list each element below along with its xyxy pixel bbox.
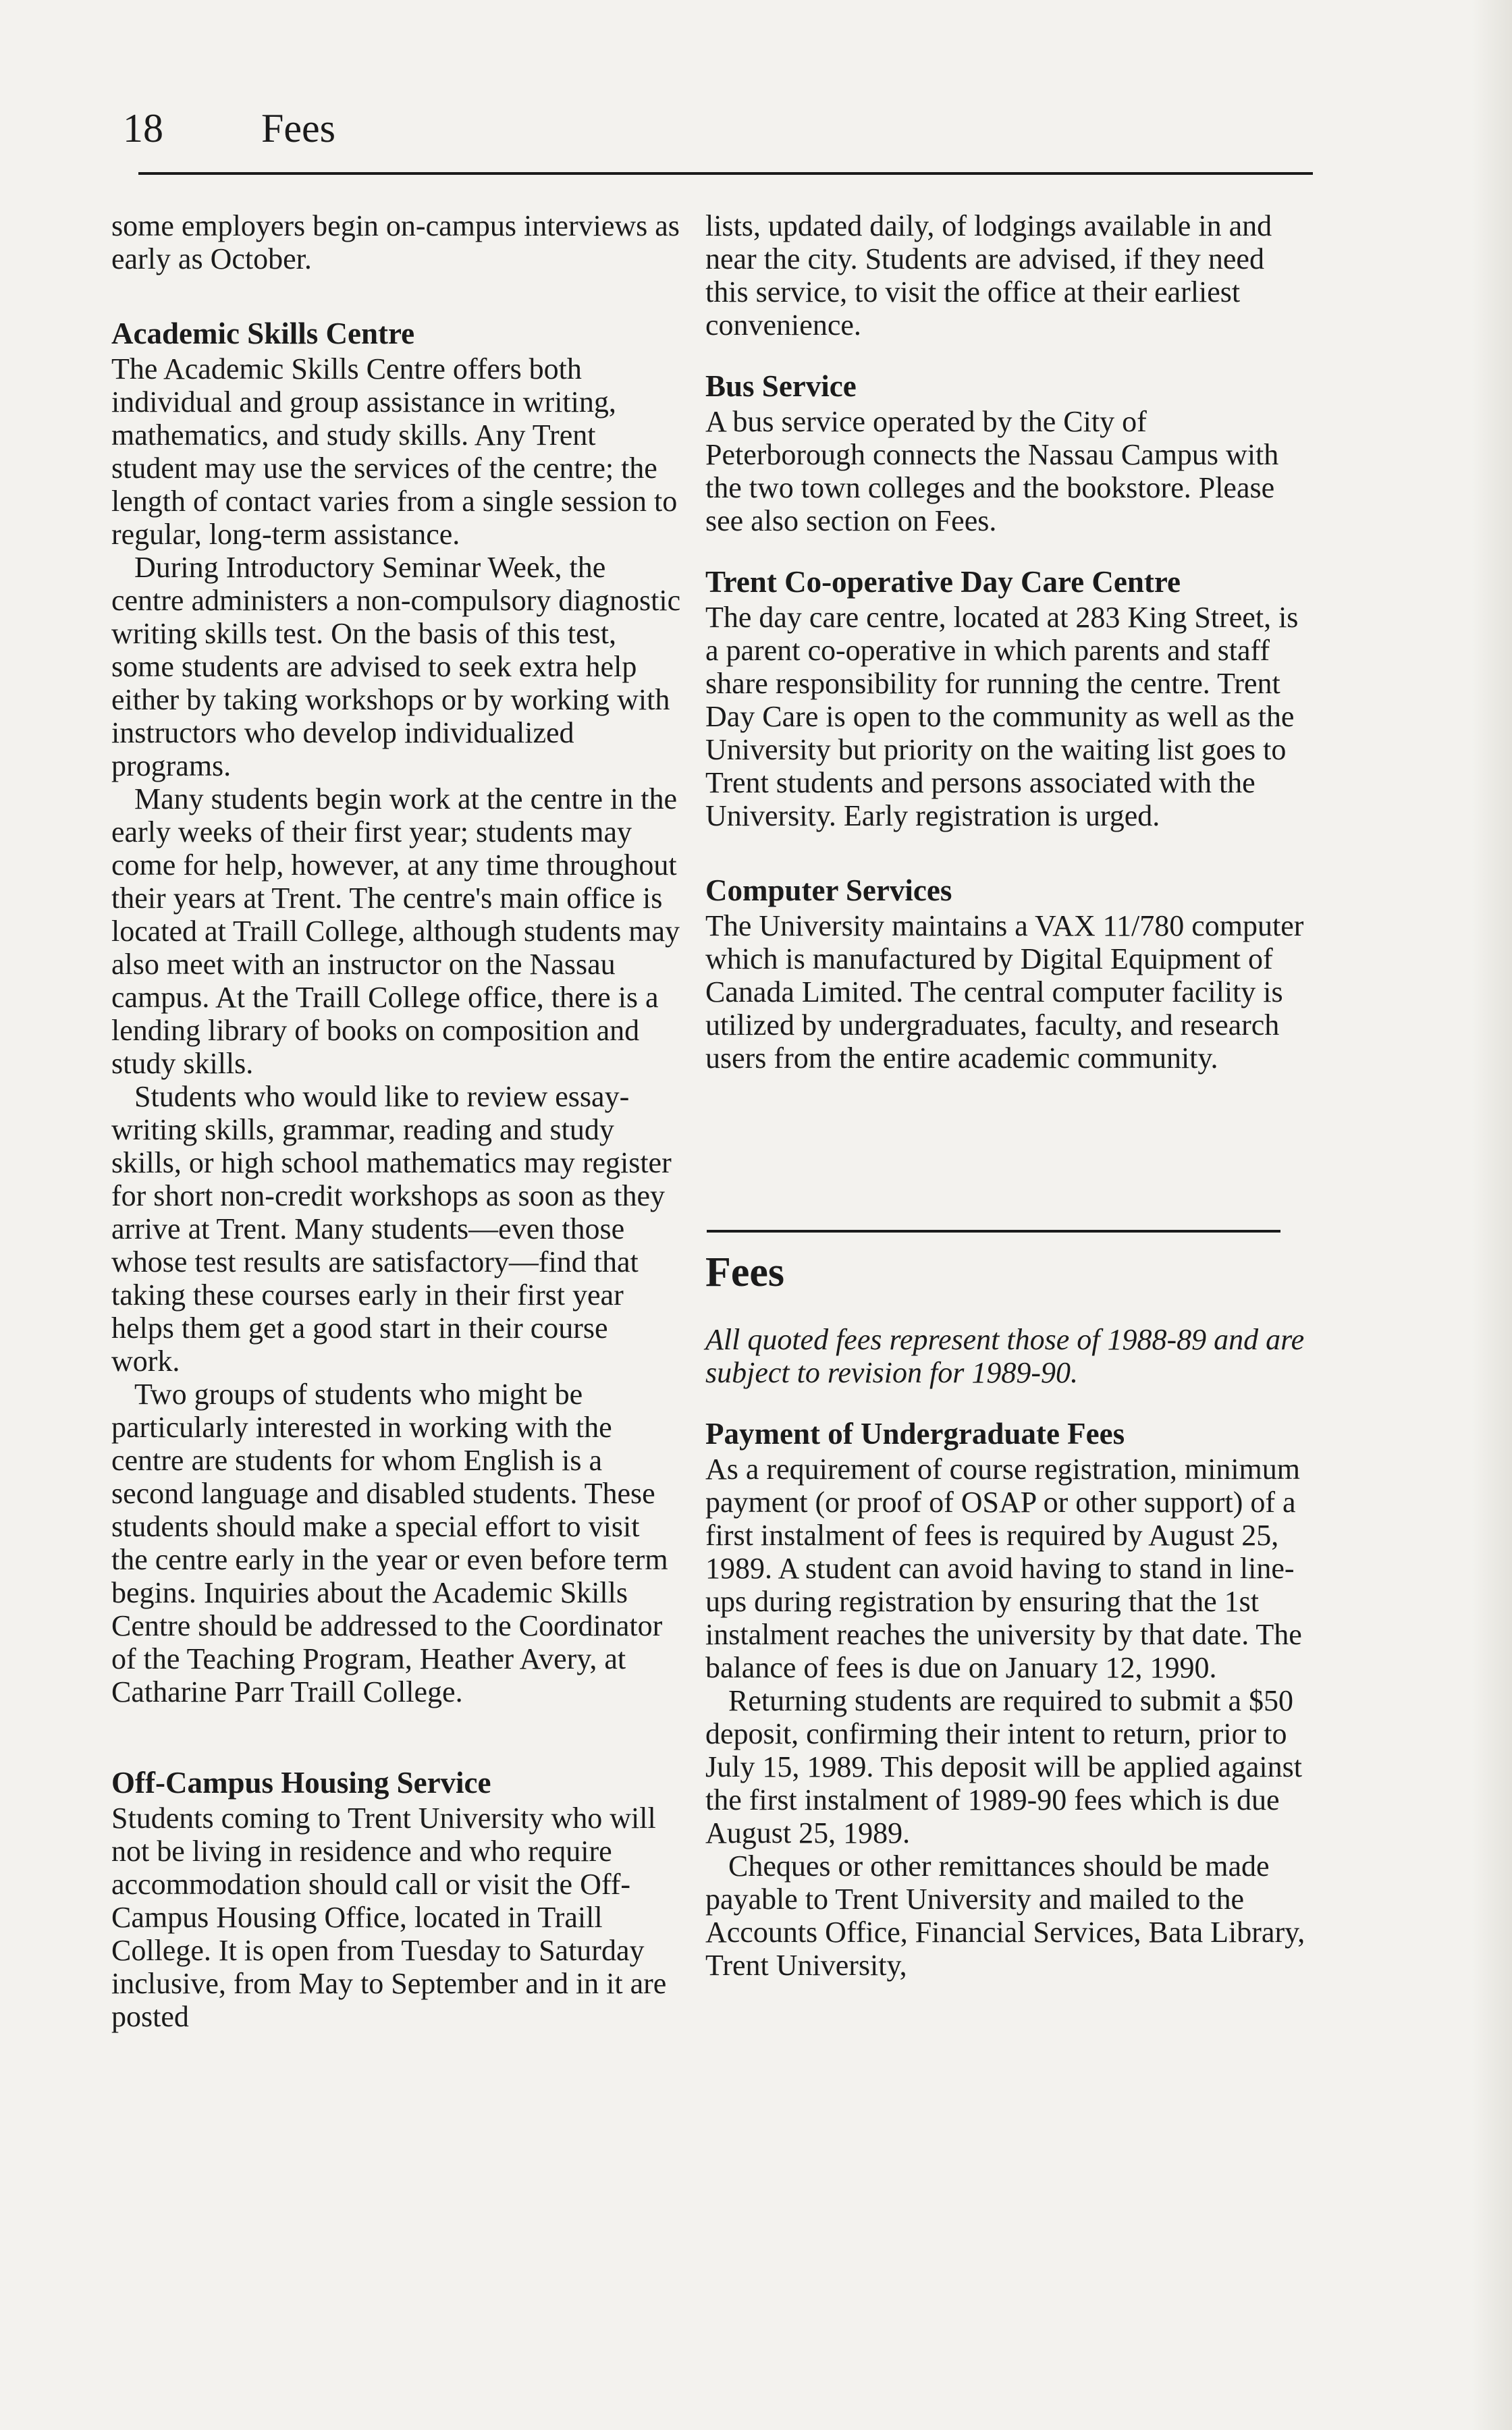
payment-paragraph-3: Cheques or other remittances should be made payable to Trent University and mailed to the Accounts Office, Financial Services, Bata Library, Trent University, [705, 1850, 1305, 1982]
payment-paragraph-1: As a requirement of course registration, minimum payment (or proof of OSAP or other support) of a first instalment of fees is required by August 25, 1989. A student can avoid having to stand in line-ups during registration by ensuring that the 1st instalment reaches the university by that date. The balance of fees is due on January 12, 1990. [705, 1453, 1302, 1684]
header-rule [138, 172, 1313, 175]
academic-skills-paragraph-4: Students who would like to review essay-writing skills, grammar, reading and study skills, or high school mathematics may register for short non-credit workshops as soon as they arrive at Trent. Many students—even those whose test results are satisfactory—find that taking these courses early in their first year helps them get a good start in their course work. [111, 1080, 672, 1378]
academic-skills-paragraph-1: The Academic Skills Centre offers both individual and group assistance in writing, mathematics, and study skills. Any Trent student may use the services of the centre; the length of contact varies from a single session to regular, long-term assistance. [111, 352, 678, 551]
day-care-heading: Trent Co-operative Day Care Centre [705, 565, 1181, 599]
bus-service-paragraph: A bus service operated by the City of Peterborough connects the Nassau Campus with the two town colleges and the bookstore. Please see also section on Fees. [705, 405, 1279, 537]
fees-section-heading: Fees [705, 1249, 785, 1295]
housing-paragraph: Students coming to Trent University who will not be living in residence and who require accommodation should call or visit the Off-Campus Housing Office, located in Traill College. It is open from Tuesday to Saturday inclusive, from May to September and in it are posted [111, 1802, 667, 2033]
day-care-paragraph: The day care centre, located at 283 King Street, is a parent co-operative in which parents and staff share responsibility for running the centre. Trent Day Care is open to the community as well as the University but priority on the waiting list goes to Trent students and persons associated with the University. Early registration is urged. [705, 601, 1299, 832]
bus-service-heading: Bus Service [705, 369, 857, 403]
section-title: Fees [261, 106, 335, 151]
page-number: 18 [123, 106, 163, 151]
housing-continued-paragraph: lists, updated daily, of lodgings available in and near the city. Students are advised, if they need this service, to visit the office at their earliest convenience. [705, 209, 1272, 342]
page-edge [1472, 0, 1512, 2430]
academic-skills-paragraph-3: Many students begin work at the centre in the early weeks of their first year; students may come for help, however, at any time throughout their years at Trent. The centre's main office is located at Traill College, although students may also meet with an instructor on the Nassau campus. At the Traill College office, there is a lending library of books on composition and study skills. [111, 782, 680, 1080]
fees-revision-note: All quoted fees represent those of 1988-89 and are subject to revision for 1989-90. [705, 1323, 1305, 1389]
left-column [111, 209, 682, 2033]
academic-skills-paragraph-5: Two groups of students who might be particularly interested in working with the centre are students for whom English is a second language and disabled students. These students should make a special effort to visit the centre early in the year or even before term begins. Inquiries about the Academic Skills Centre should be addressed to the Coordinator of the Teaching Program, Heather Avery, at Catharine Parr Traill College. [111, 1378, 668, 1708]
computer-services-heading: Computer Services [705, 873, 952, 907]
payment-heading: Payment of Undergraduate Fees [705, 1417, 1125, 1451]
running-head [123, 101, 335, 155]
academic-skills-paragraph-2: During Introductory Seminar Week, the centre administers a non-compulsory diagnostic writing skills test. On the basis of this test, some students are advised to seek extra help either by taking workshops or by working with instructors who develop individualized programs. [111, 551, 681, 782]
career-continued-paragraph: some employers begin on-campus interviews as early as October. [111, 209, 680, 275]
payment-paragraph-2: Returning students are required to submit a $50 deposit, confirming their intent to return, prior to July 15, 1989. This deposit will be applied against the first instalment of 1989-90 fees which is due August 25, 1989. [705, 1684, 1302, 1850]
fees-section-rule [707, 1230, 1280, 1233]
computer-services-paragraph: The University maintains a VAX 11/780 computer which is manufactured by Digital Equipment of Canada Limited. The central computer facility is utilized by undergraduates, faculty, and research users from the entire academic community. [705, 909, 1304, 1075]
housing-heading: Off-Campus Housing Service [111, 1766, 491, 1800]
academic-skills-heading: Academic Skills Centre [111, 317, 415, 350]
right-column [705, 209, 1313, 1982]
